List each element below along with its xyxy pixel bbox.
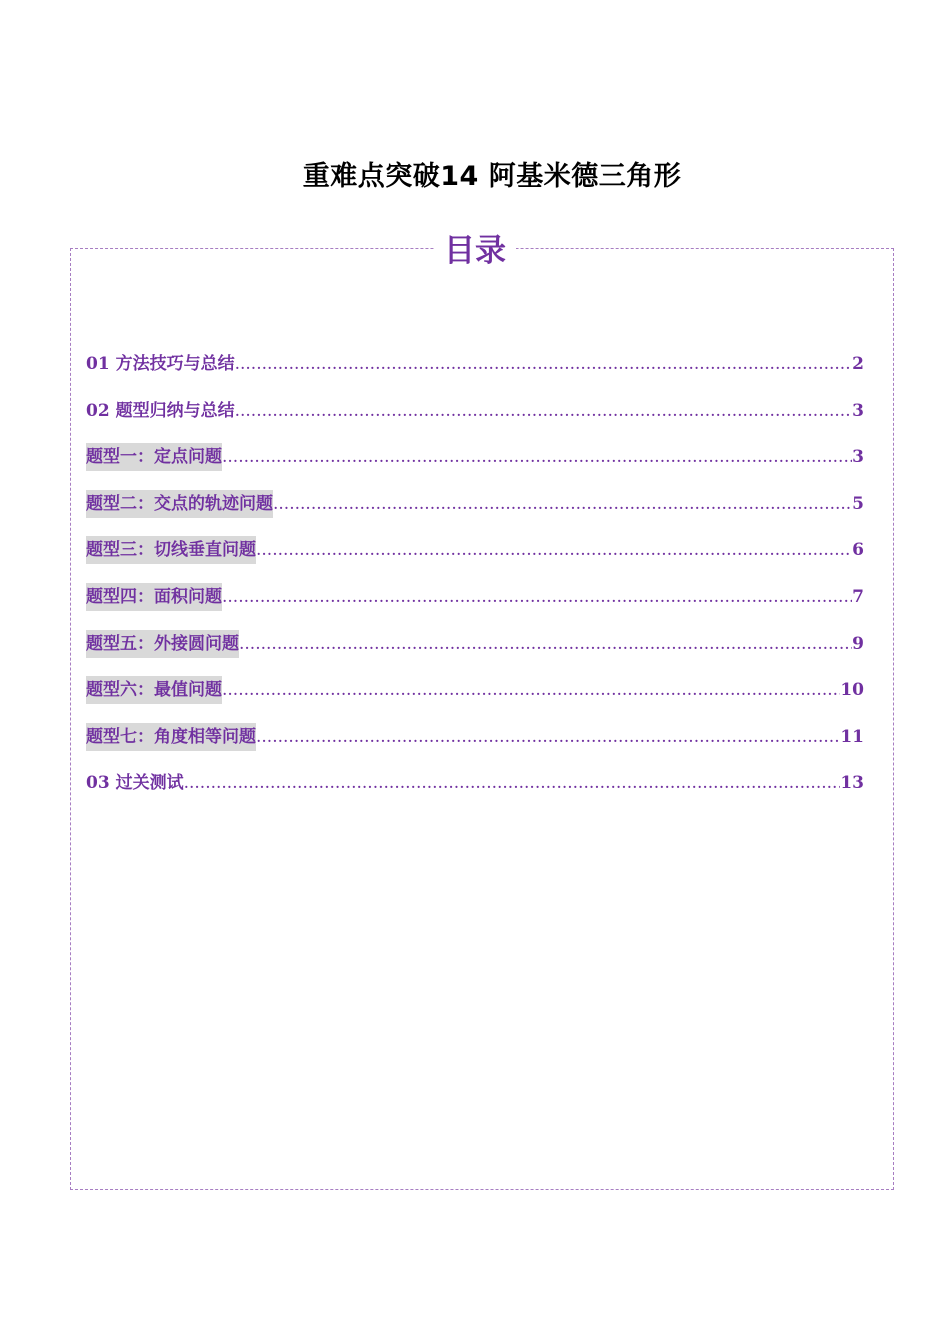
toc-leader <box>222 676 840 704</box>
toc-entry-label: 题型二：交点的轨迹问题 <box>86 490 273 518</box>
toc-entry-label: 01 方法技巧与总结 <box>86 354 235 374</box>
toc-leader <box>239 630 852 658</box>
toc-entry-page: 6 <box>852 540 864 561</box>
toc-entry-page: 11 <box>840 726 864 747</box>
toc-entry-types[interactable] <box>86 397 864 444</box>
document-title: 重难点突破14 阿基米德三角形 <box>302 161 682 192</box>
toc-entry-label: 题型一：定点问题 <box>86 443 222 471</box>
toc-entry-type-3[interactable] <box>86 536 864 583</box>
toc-entry-type-5[interactable] <box>86 630 864 677</box>
toc-entry-page: 3 <box>852 400 864 421</box>
toc-entry-page: 2 <box>852 354 864 374</box>
toc-entry-label: 03 过关测试 <box>86 773 184 794</box>
toc-entry-test[interactable] <box>86 769 864 816</box>
toc-entry-type-2[interactable] <box>86 490 864 537</box>
toc-entry-type-6[interactable] <box>86 676 864 723</box>
toc-entry-label: 02 题型归纳与总结 <box>86 400 235 421</box>
toc-entry-page: 9 <box>852 633 864 654</box>
toc-leader <box>235 397 853 425</box>
toc-entry-methods[interactable] <box>86 350 864 397</box>
toc-leader <box>184 769 841 797</box>
toc-leader <box>273 490 852 518</box>
toc-heading: 目录 <box>434 228 516 274</box>
toc-entry-type-4[interactable] <box>86 583 864 630</box>
toc-entry-label: 题型七：角度相等问题 <box>86 723 256 751</box>
toc-list <box>86 350 864 816</box>
toc-entry-label: 题型五：外接圆问题 <box>86 630 239 658</box>
toc-entry-label: 题型三：切线垂直问题 <box>86 536 256 564</box>
toc-leader <box>235 350 853 378</box>
toc-entry-type-7[interactable] <box>86 723 864 770</box>
toc-leader <box>256 536 852 564</box>
toc-entry-page: 10 <box>840 680 864 701</box>
toc-entry-page: 7 <box>852 586 864 607</box>
toc-leader <box>222 583 852 611</box>
toc-leader <box>256 723 840 751</box>
toc-entry-label: 题型六：最值问题 <box>86 676 222 704</box>
toc-entry-page: 5 <box>852 493 864 514</box>
toc-entry-page: 13 <box>840 773 864 794</box>
toc-entry-type-1[interactable] <box>86 443 864 490</box>
toc-leader <box>222 443 852 471</box>
toc-entry-page: 3 <box>852 447 864 468</box>
toc-entry-label: 题型四：面积问题 <box>86 583 222 611</box>
